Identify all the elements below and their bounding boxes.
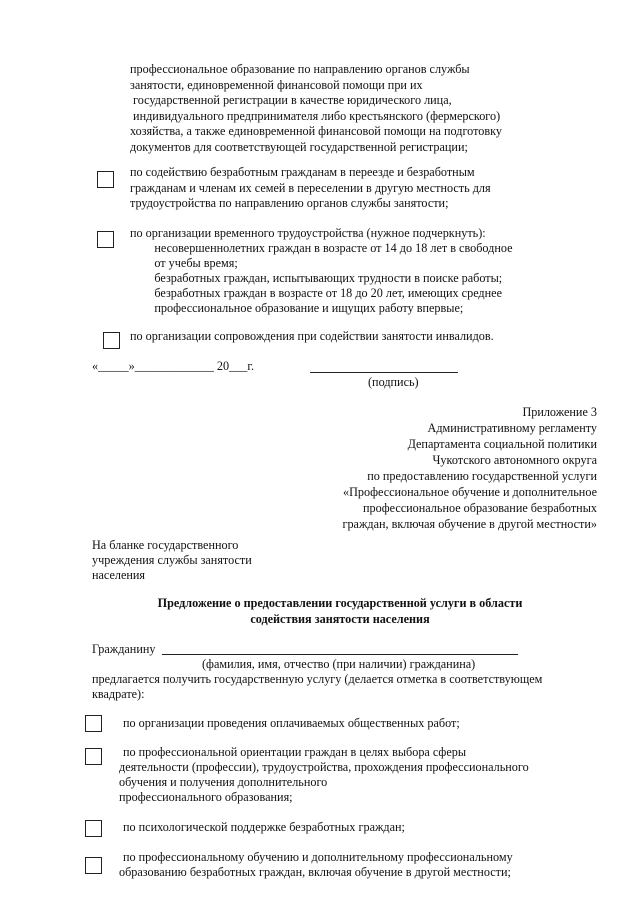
text-line: по профессиональному обучению и дополнительному профессиональному xyxy=(123,850,513,864)
intro-text: предлагается получить государственную услугу (делается отметка в соответствующем xyxy=(92,672,543,686)
text-line: Департамента социальной политики xyxy=(407,437,597,451)
temporary-employment-checkbox[interactable] xyxy=(97,231,114,248)
text-line: учреждения службы занятости xyxy=(92,553,252,567)
text-line: индивидуального предпринимателя либо крестьянского (фермерского) xyxy=(130,109,501,123)
intro-text: квадрате): xyxy=(92,687,145,701)
text-line: занятости, единовременной финансовой помощи при их xyxy=(130,78,423,92)
text-line: безработных граждан в возрасте от 18 до 20 лет, имеющих среднее xyxy=(130,286,502,300)
offer-text: по психологической поддержке безработных граждан; xyxy=(123,820,405,834)
text-line: граждан, включая обучение в другой местности» xyxy=(342,517,597,531)
disabled-support-checkbox[interactable] xyxy=(103,332,120,349)
text-line: деятельности (профессии), трудоустройства, прохождения профессионального xyxy=(119,760,529,774)
date-field: «_____»_____________ 20___г. xyxy=(92,359,255,373)
text-line: хозяйства, а также единовременной финансовой помощи на подготовку xyxy=(130,124,502,138)
text-line: Приложение 3 xyxy=(522,405,597,419)
text-line: несовершеннолетних граждан в возрасте от 14 до 18 лет в свободное xyxy=(130,241,513,255)
offer-checkbox-career-guidance[interactable] xyxy=(85,748,102,765)
title-line: содействия занятости населения xyxy=(250,612,430,626)
citizen-name-caption: (фамилия, имя, отчество (при наличии) гражданина) xyxy=(202,657,476,671)
citizen-name-line xyxy=(162,654,518,655)
text-line: профессионального образования; xyxy=(119,790,293,804)
citizen-label: Гражданину xyxy=(92,642,156,656)
text-line: трудоустройства по направлению органов службы занятости; xyxy=(130,196,449,210)
text-line: Административному регламенту xyxy=(427,421,597,435)
text-line: На бланке государственного xyxy=(92,538,239,552)
text-line: профессиональное образование безработных xyxy=(363,501,597,515)
offer-checkbox-psychological-support[interactable] xyxy=(85,820,102,837)
text-line: по организации временного трудоустройства (нужное подчеркнуть): xyxy=(130,226,486,240)
text-line: документов для соответствующей государственной регистрации; xyxy=(130,140,468,154)
offer-checkbox-public-works[interactable] xyxy=(85,715,102,732)
text-line: по предоставлению государственной услуги xyxy=(367,469,597,483)
text-line: по профессиональной ориентации граждан в целях выбора сферы xyxy=(123,745,467,759)
title-line: Предложение о предоставлении государственной услуги в области xyxy=(157,596,523,610)
text-line: по содействию безработным гражданам в переезде и безработным xyxy=(130,165,475,179)
text-line: «Профессиональное обучение и дополнительное xyxy=(343,485,597,499)
text-line: профессиональное образование и ищущих работу впервые; xyxy=(130,301,464,315)
signature-line xyxy=(310,372,458,373)
text-line: профессиональное образование по направлению органов службы xyxy=(130,62,470,76)
text-line: Чукотского автономного округа xyxy=(432,453,597,467)
text-line: безработных граждан, испытывающих трудности в поиске работы; xyxy=(130,271,503,285)
document-title xyxy=(90,595,590,627)
text-line: населения xyxy=(92,568,146,582)
text-line: образованию безработных граждан, включая обучение в другой местности; xyxy=(119,865,511,879)
relocation-checkbox[interactable] xyxy=(97,171,114,188)
signature-caption: (подпись) xyxy=(368,375,419,389)
text-line: обучения и получения дополнительного xyxy=(119,775,328,789)
text-line: от учебы время; xyxy=(130,256,238,270)
offer-checkbox-vocational-training[interactable] xyxy=(85,857,102,874)
text-line: государственной регистрации в качестве юридического лица, xyxy=(130,93,452,107)
appendix-header xyxy=(197,404,597,532)
text-line: гражданам и членам их семей в переселении в другую местность для xyxy=(130,181,491,195)
offer-text: по организации проведения оплачиваемых общественных работ; xyxy=(123,716,460,730)
disabled-support-text: по организации сопровождения при содействии занятости инвалидов. xyxy=(130,329,494,343)
